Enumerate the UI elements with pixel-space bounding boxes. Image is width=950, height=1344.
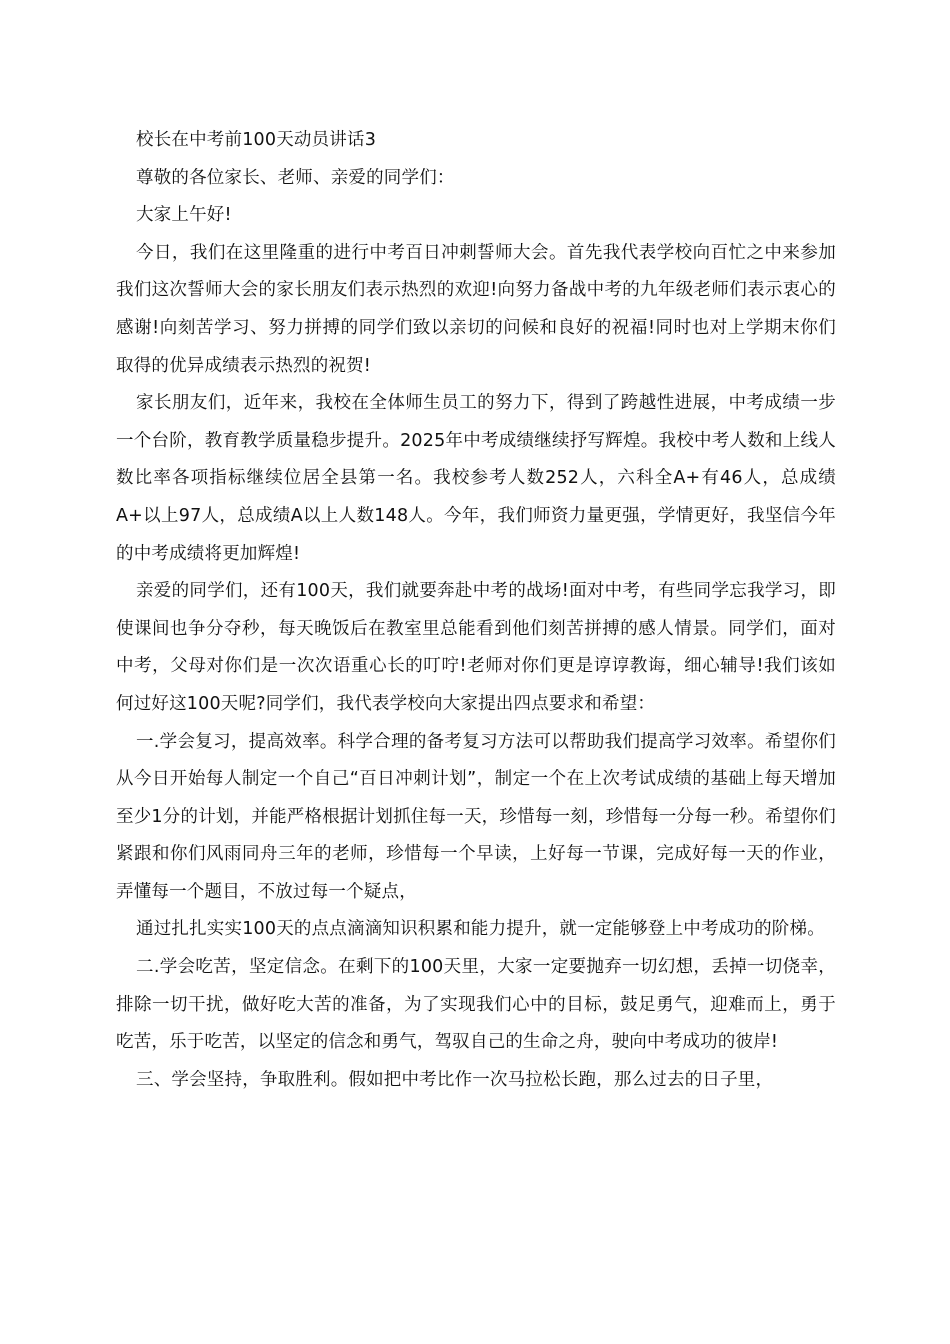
paragraph-opening: 今日，我们在这里隆重的进行中考百日冲刺誓师大会。首先我代表学校向百忙之中来参加我们这次誓师大会的家长朋友们表示热烈的欢迎!向努力备战中考的九年级老师们表示衷心的感谢!向刻苦学习、努力拼搏的同学们致以亲切的问候和良好的祝福!同时也对上学期末你们取得的优异成绩表示热烈的祝贺!: [116, 242, 836, 376]
paragraph-point-two: 二.学会吃苦，坚定信念。在剩下的100天里，大家一定要抛弃一切幻想，丢掉一切侥幸，排除一切干扰，做好吃大苦的准备，为了实现我们心中的目标，鼓足勇气，迎难而上，勇于吃苦，乐于吃苦，以坚定的信念和勇气，驾驭自己的生命之舟，驶向中考成功的彼岸!: [116, 957, 836, 1053]
paragraph-point-one-continued: 通过扎扎实实100天的点点滴滴知识积累和能力提升，就一定能够登上中考成功的阶梯。: [136, 919, 825, 940]
salutation: 尊敬的各位家长、老师、亲爱的同学们：: [136, 167, 455, 188]
paragraph-point-one: 一.学会复习，提高效率。科学合理的备考复习方法可以帮助我们提高学习效率。希望你们从今日开始每人制定一个自己“百日冲刺计划”，制定一个在上次考试成绩的基础上每天增加至少1分的计划，并能严格根据计划抓住每一天，珍惜每一刻，珍惜每一分每一秒。希望你们紧跟和你们风雨同舟三年的老师，珍惜每一个早读，上好每一节课，完成好每一天的作业，弄懂每一个题目，不放过每一个疑点，: [116, 731, 836, 902]
document-body: [116, 122, 836, 1099]
greeting: 大家上午好!: [136, 205, 232, 226]
paragraph-parents: 家长朋友们，近年来，我校在全体师生员工的努力下，得到了跨越性进展，中考成绩一步一个台阶，教育教学质量稳步提升。2025年中考成绩继续抒写辉煌。我校中考人数和上线人数比率各项指标继续位居全县第一名。我校参考人数252人，六科全A+有46人，总成绩A+以上97人，总成绩A以上人数148人。今年，我们师资力量更强，学情更好，我坚信今年的中考成绩将更加辉煌!: [116, 393, 836, 564]
document-title: 校长在中考前100天动员讲话3: [136, 130, 377, 150]
paragraph-point-three: 三、学会坚持，争取胜利。假如把中考比作一次马拉松长跑，那么过去的日子里，: [136, 1069, 774, 1090]
paragraph-students: 亲爱的同学们，还有100天，我们就要奔赴中考的战场!面对中考，有些同学忘我学习，即使课间也争分夺秒，每天晚饭后在教室里总能看到他们刻苦拼搏的感人情景。同学们，面对中考，父母对你们是一次次语重心长的叮咛!老师对你们更是谆谆教诲，细心辅导!我们该如何过好这100天呢?同学们，我代表学校向大家提出四点要求和希望：: [116, 581, 836, 714]
